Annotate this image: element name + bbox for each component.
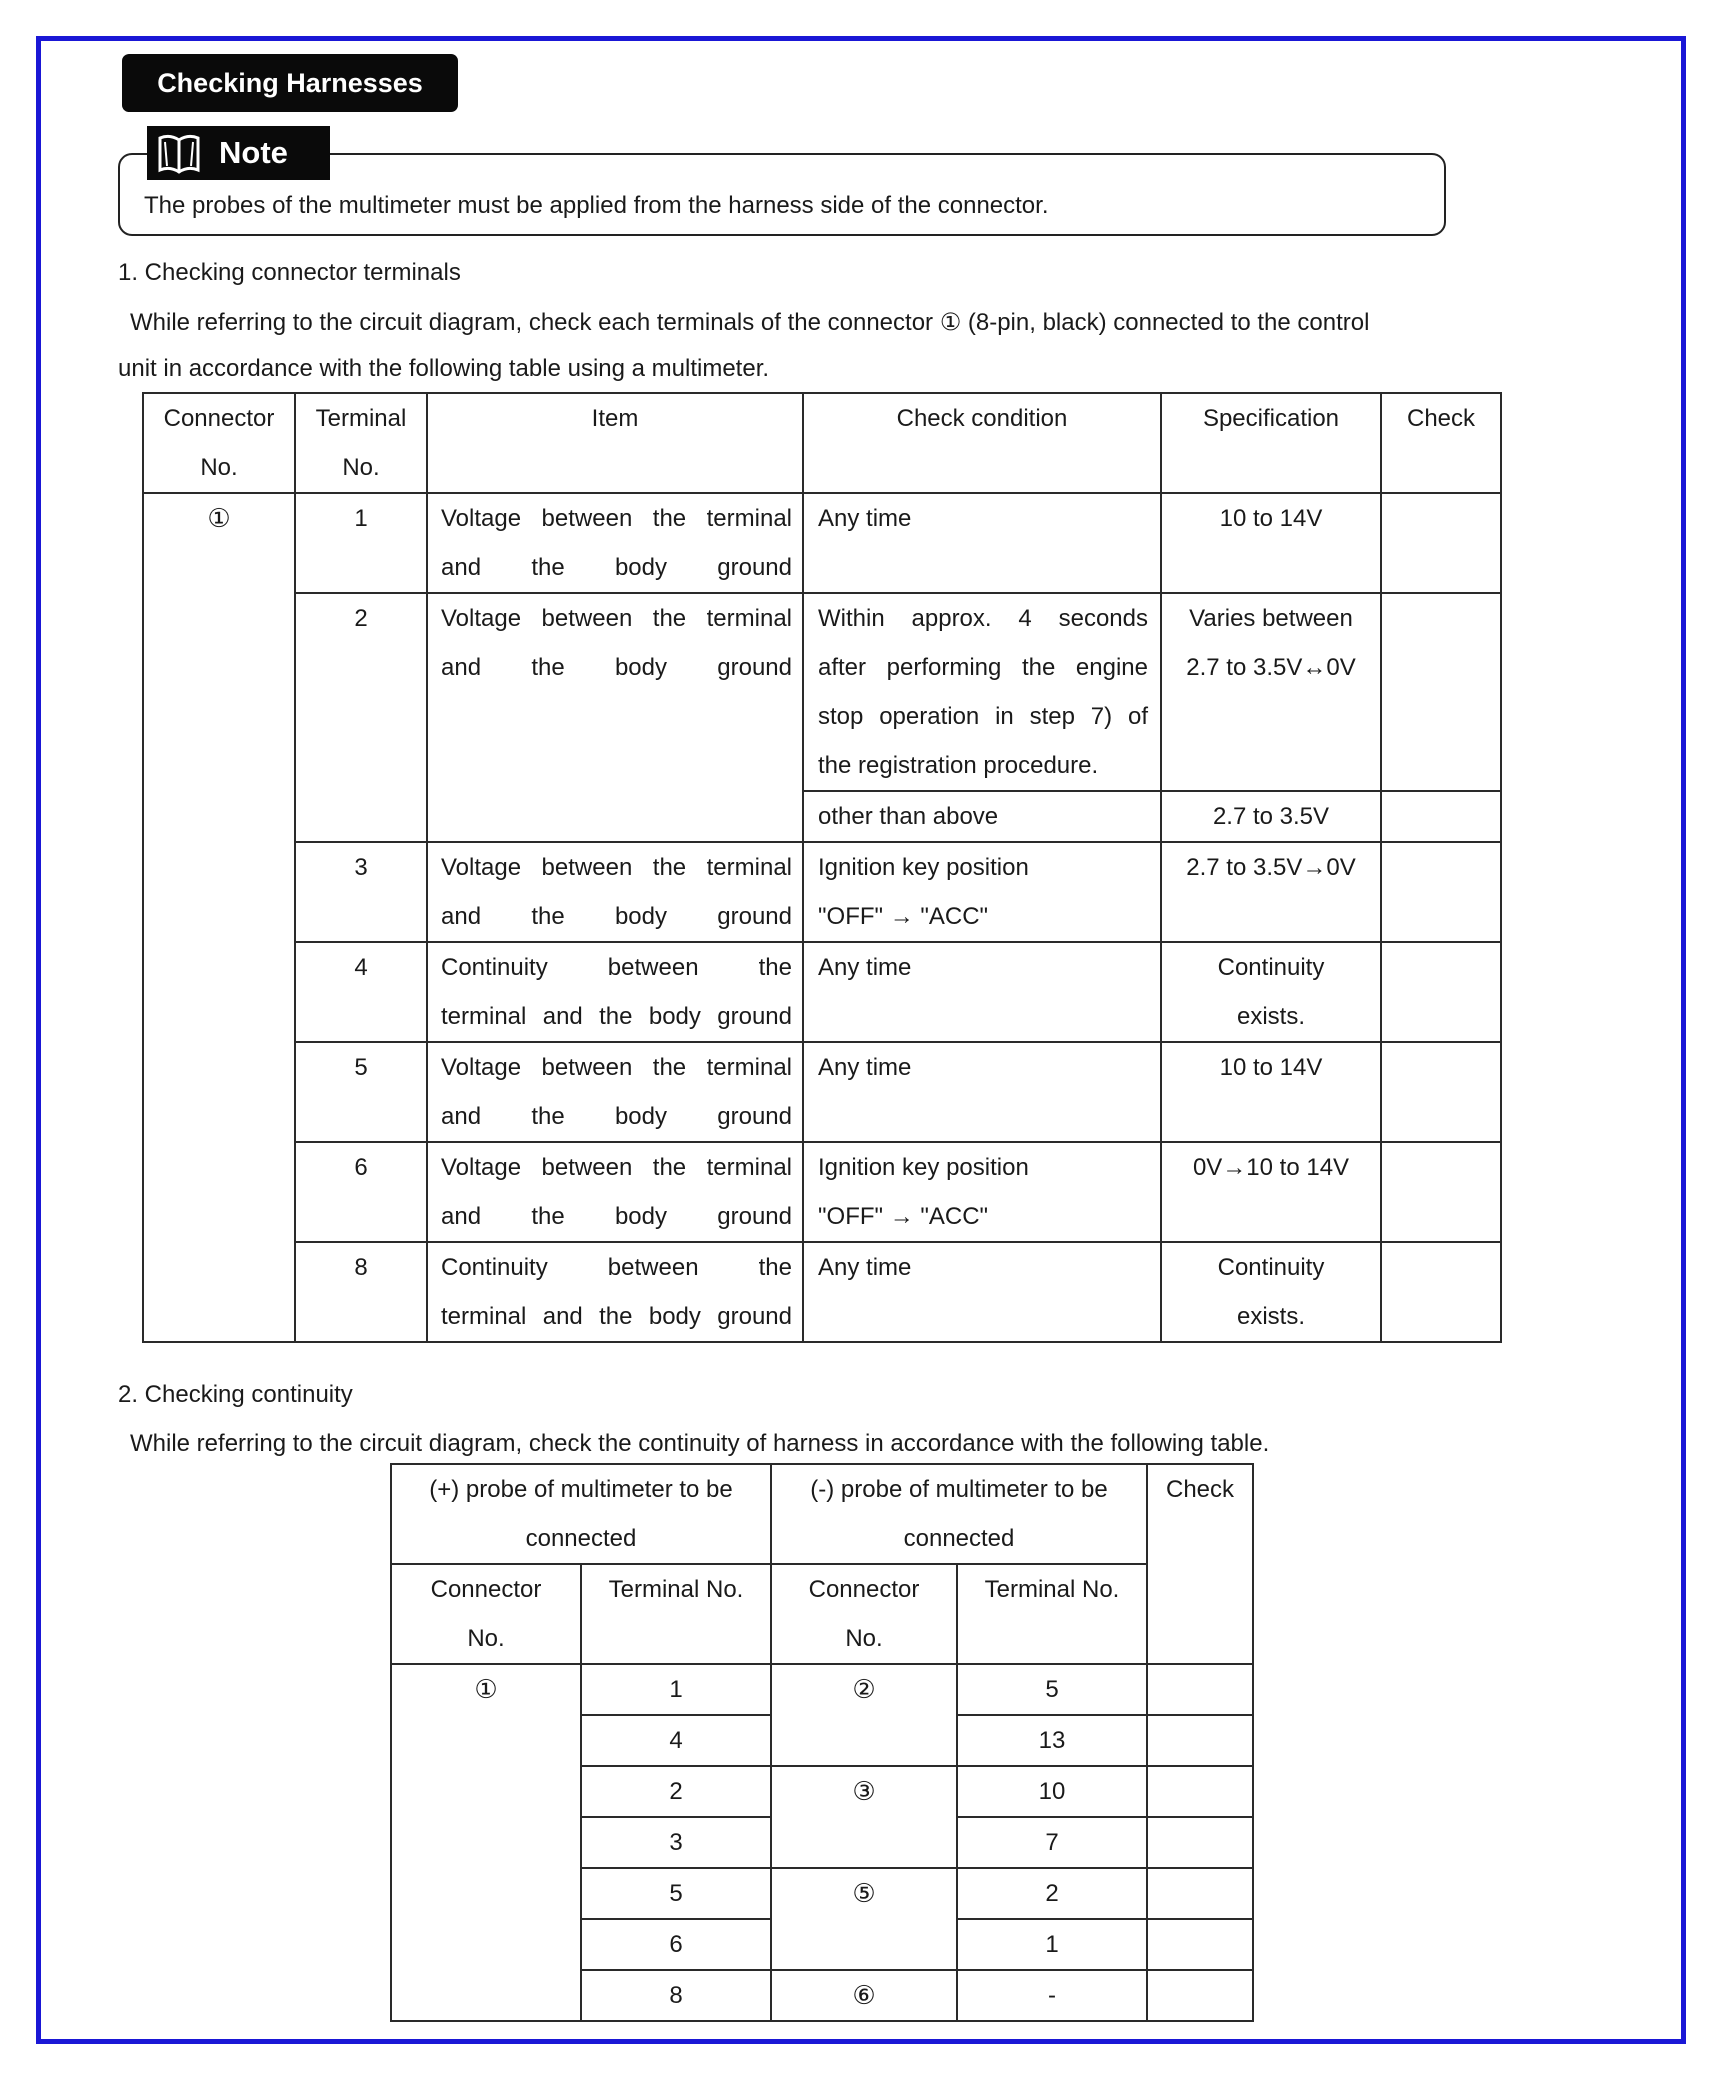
header-minus-terminal: Terminal No. [957, 1564, 1147, 1664]
note-text: The probes of the multimeter must be applied from the harness side of the connector. [144, 192, 1049, 219]
check-cell[interactable] [1381, 842, 1501, 942]
minus-terminal-cell: 7 [957, 1817, 1147, 1868]
condition-cell: Ignition key position "OFF" → "ACC" [803, 1142, 1161, 1242]
spec-cell: Continuity exists. [1161, 1242, 1381, 1342]
check-cell[interactable] [1381, 1042, 1501, 1142]
plus-terminal-cell: 3 [581, 1817, 771, 1868]
check-cell[interactable] [1381, 791, 1501, 842]
minus-terminal-cell: - [957, 1970, 1147, 2021]
minus-terminal-cell: 2 [957, 1868, 1147, 1919]
table-row [143, 1042, 1501, 1142]
step2-intro: While referring to the circuit diagram, check the continuity of harness in accordance with the following table. [130, 1430, 1270, 1457]
check-cell[interactable] [1381, 1242, 1501, 1342]
step2-title: 2. Checking continuity [118, 1381, 353, 1408]
plus-terminal-cell: 1 [581, 1664, 771, 1715]
minus-terminal-cell: 10 [957, 1766, 1147, 1817]
terminal-cell: 5 [295, 1042, 427, 1142]
terminal-cell: 1 [295, 493, 427, 593]
check-cell[interactable] [1381, 1142, 1501, 1242]
minus-connector-cell: ⑤ [771, 1868, 957, 1970]
table-row [391, 1664, 1253, 1715]
spec-cell: Varies between 2.7 to 3.5V↔0V [1161, 593, 1381, 791]
check-cell[interactable] [1147, 1868, 1253, 1919]
spec-cell: 2.7 to 3.5V→0V [1161, 842, 1381, 942]
check-cell[interactable] [1147, 1664, 1253, 1715]
minus-terminal-cell: 5 [957, 1664, 1147, 1715]
spec-cell: 0V→10 to 14V [1161, 1142, 1381, 1242]
terminal-cell: 4 [295, 942, 427, 1042]
step1-title: 1. Checking connector terminals [118, 259, 461, 286]
header-minus-probe: (-) probe of multimeter to be connected [771, 1464, 1147, 1564]
step1-intro-line1: While referring to the circuit diagram, check each terminals of the connector ① (8-pin, black) connected to the control [130, 309, 1370, 336]
spec-cell: Continuity exists. [1161, 942, 1381, 1042]
plus-terminal-cell: 8 [581, 1970, 771, 2021]
condition-cell: Within approx. 4 seconds after performing the engine stop operation in step 7) of the registration procedure. [803, 593, 1161, 791]
table-row [143, 842, 1501, 942]
item-cell: Voltage between the terminal and the body ground [427, 1042, 803, 1142]
check-cell[interactable] [1147, 1715, 1253, 1766]
header-row [143, 393, 1501, 493]
table-row [143, 1242, 1501, 1342]
check-cell[interactable] [1147, 1970, 1253, 2021]
continuity-table [390, 1463, 1254, 2022]
minus-terminal-cell: 13 [957, 1715, 1147, 1766]
terminal-cell: 3 [295, 842, 427, 942]
condition-cell: Any time [803, 1042, 1161, 1142]
header-check: Check [1381, 393, 1501, 493]
condition-cell: Any time [803, 942, 1161, 1042]
condition-cell: other than above [803, 791, 1161, 842]
minus-connector-cell: ② [771, 1664, 957, 1766]
item-cell: Continuity between the terminal and the body ground [427, 1242, 803, 1342]
header-plus-terminal: Terminal No. [581, 1564, 771, 1664]
header-row [391, 1564, 1253, 1664]
item-cell: Voltage between the terminal and the body ground [427, 1142, 803, 1242]
terminal-cell: 6 [295, 1142, 427, 1242]
check-cell[interactable] [1147, 1766, 1253, 1817]
note-label: Note [219, 135, 288, 170]
check-cell[interactable] [1147, 1919, 1253, 1970]
header-terminal-no: Terminal No. [295, 393, 427, 493]
section-header: Checking Harnesses [122, 54, 458, 112]
plus-terminal-cell: 5 [581, 1868, 771, 1919]
connector-no-cell: ① [143, 493, 295, 1342]
minus-connector-cell: ③ [771, 1766, 957, 1868]
header-plus-connector: Connector No. [391, 1564, 581, 1664]
step1-intro-line2: unit in accordance with the following table using a multimeter. [118, 355, 770, 382]
terminal-check-table [142, 392, 1502, 1343]
header-item: Item [427, 393, 803, 493]
table-row [143, 1142, 1501, 1242]
check-cell[interactable] [1381, 493, 1501, 593]
condition-cell: Any time [803, 493, 1161, 593]
terminal-cell: 8 [295, 1242, 427, 1342]
plus-terminal-cell: 2 [581, 1766, 771, 1817]
plus-connector-cell: ① [391, 1664, 581, 2021]
open-book-icon [153, 129, 205, 177]
header-row [391, 1464, 1253, 1564]
header-check-condition: Check condition [803, 393, 1161, 493]
check-cell[interactable] [1381, 593, 1501, 791]
header-connector-no: Connector No. [143, 393, 295, 493]
spec-cell: 2.7 to 3.5V [1161, 791, 1381, 842]
header-check: Check [1147, 1464, 1253, 1664]
table-row [143, 942, 1501, 1042]
header-plus-probe: (+) probe of multimeter to be connected [391, 1464, 771, 1564]
item-cell: Voltage between the terminal and the body ground [427, 593, 803, 842]
condition-cell: Any time [803, 1242, 1161, 1342]
check-cell[interactable] [1381, 942, 1501, 1042]
minus-connector-cell: ⑥ [771, 1970, 957, 2021]
minus-terminal-cell: 1 [957, 1919, 1147, 1970]
header-minus-connector: Connector No. [771, 1564, 957, 1664]
spec-cell: 10 to 14V [1161, 493, 1381, 593]
table-row [143, 593, 1501, 791]
plus-terminal-cell: 6 [581, 1919, 771, 1970]
condition-cell: Ignition key position "OFF" → "ACC" [803, 842, 1161, 942]
spec-cell: 10 to 14V [1161, 1042, 1381, 1142]
note-tab [147, 126, 330, 180]
table-row [143, 493, 1501, 593]
check-cell[interactable] [1147, 1817, 1253, 1868]
terminal-cell: 2 [295, 593, 427, 842]
item-cell: Voltage between the terminal and the body ground [427, 493, 803, 593]
plus-terminal-cell: 4 [581, 1715, 771, 1766]
header-specification: Specification [1161, 393, 1381, 493]
item-cell: Continuity between the terminal and the body ground [427, 942, 803, 1042]
item-cell: Voltage between the terminal and the body ground [427, 842, 803, 942]
